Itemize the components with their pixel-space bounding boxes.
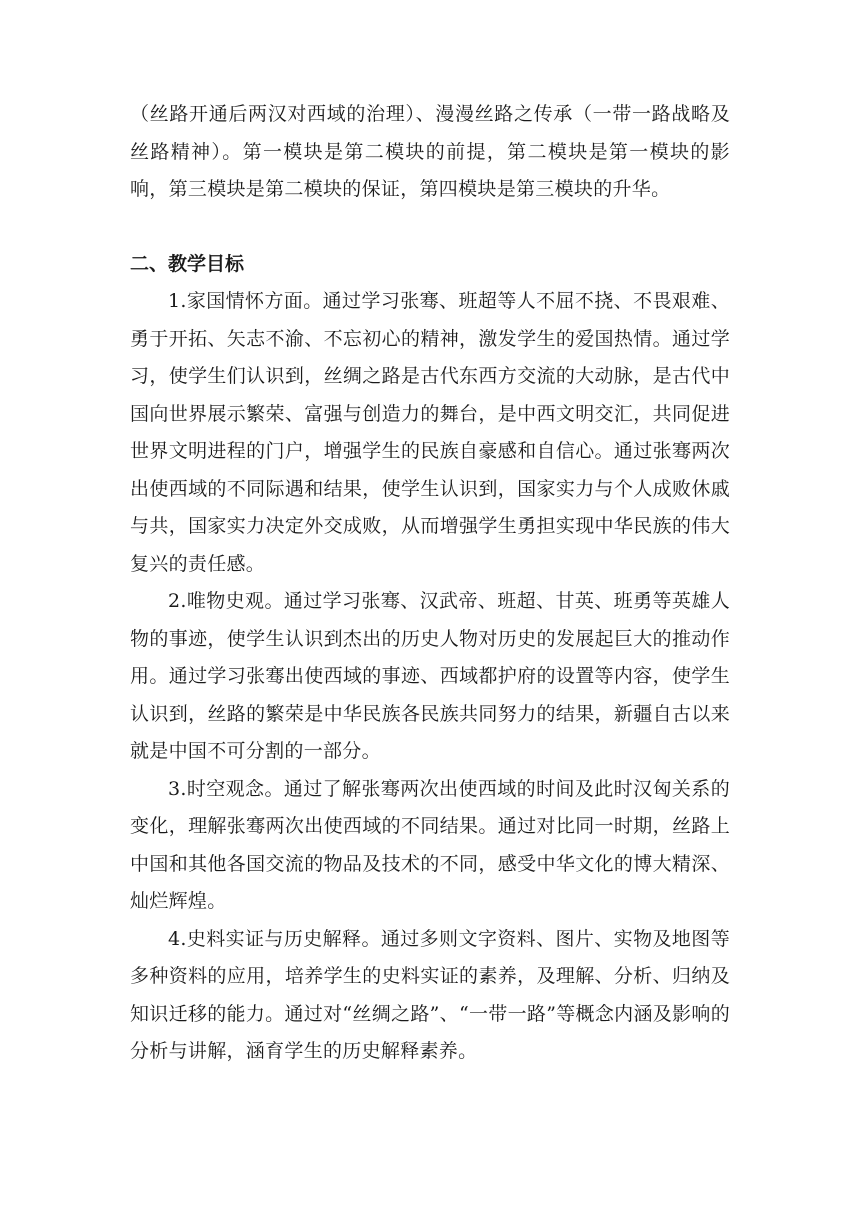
- document-page: [130, 96, 730, 1071]
- objective-item-materialism: 2.唯物史观。通过学习张骞、汉武帝、班超、甘英、班勇等英雄人物的事迹，使学生认识到杰出的历史人物对历史的发展起巨大的推动作用。通过学习张骞出使西域的事迹、西域都护府的设置等内容，使学生认识到，丝路的繁荣是中华民族各民族共同努力的结果，新疆自古以来就是中国不可分割的一部分。: [130, 590, 730, 762]
- objective-item-spacetime: 3.时空观念。通过了解张骞两次出使西域的时间及此时汉匈关系的变化，理解张骞两次出使西域的不同结果。通过对比同一时期，丝路上中国和其他各国交流的物品及技术的不同，感受中华文化的博大精深、灿烂辉煌。: [130, 777, 730, 912]
- intro-paragraph: （丝路开通后两汉对西域的治理）、漫漫丝路之传承（一带一路战略及丝路精神）。第一模块是第二模块的前提，第二模块是第一模块的影响，第三模块是第二模块的保证，第四模块是第三模块的升华。: [130, 103, 730, 200]
- objective-item-patriotism: 1.家国情怀方面。通过学习张骞、班超等人不屈不挠、不畏艰难、勇于开拓、矢志不渝、不忘初心的精神，激发学生的爱国热情。通过学习，使学生们认识到，丝绸之路是古代东西方交流的大动脉，是古代中国向世界展示繁荣、富强与创造力的舞台，是中西文明交汇，共同促进世界文明进程的门户，增强学生的民族自豪感和自信心。通过张骞两次出使西域的不同际遇和结果，使学生认识到，国家实力与个人成败休戚与共，国家实力决定外交成败，从而增强学生勇担实现中华民族的伟大复兴的责任感。: [130, 290, 730, 575]
- section-heading: 二、教学目标: [130, 252, 245, 275]
- objective-item-evidence: 4.史料实证与历史解释。通过多则文字资料、图片、实物及地图等多种资料的应用，培养学生的史料实证的素养，及理解、分析、归纳及知识迁移的能力。通过对“丝绸之路”、“一带一路”等概念内涵及影响的分析与讲解，涵育学生的历史解释素养。: [130, 927, 730, 1062]
